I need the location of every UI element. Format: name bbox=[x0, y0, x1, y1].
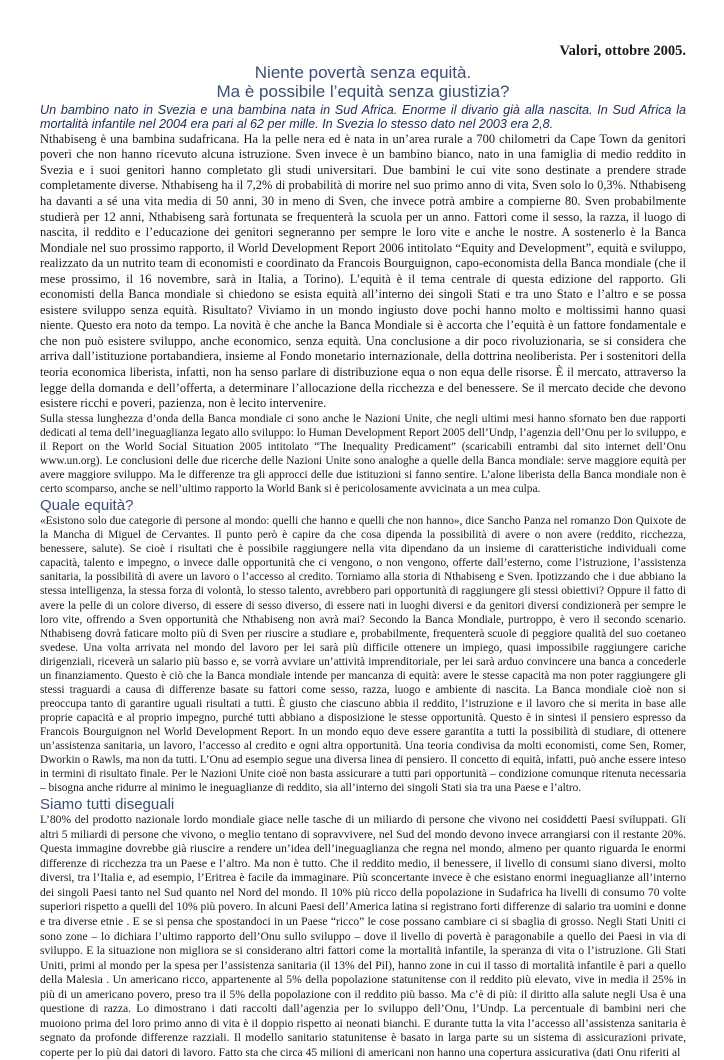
intro-paragraph: Nthabiseng è una bambina sudafricana. Ha la pelle nera ed è nata in un’area rurale a 700 chilometri da Cape Town da genitori poveri che non hanno ricevuto alcuna istruzione. Sven invece è un bambino bianco, nato in una famiglia di medio reddito in Svezia e i suoi genitori hanno completato gli studi universitari. Due bambini le cui vite sono destinate a prendere strade completamente diverse. Nthabiseng ha il 7,2% di probabilità di morire nel suo primo anno di vita, Sven solo lo 0,3%. Nthabiseng ha davanti a sé una vita media di 50 anni, 30 in meno di Sven, che invece potrà ambire a compierne 80. Sven probabilmente studierà per 12 anni, Nthabiseng sarà fortunata se frequenterà la scuola per un anno. Fattori come il sesso, la razza, il luogo di nascita, il reddito e l’educazione dei genitori segneranno per sempre le loro vite e anche le nostre. A sostenerlo è la Banca Mondiale nel suo prossimo rapporto, il World Development Report 2006 intitolato “Equity and Development”, equità e sviluppo, realizzato da un nutrito team di economisti e coordinato da Francois Bourguignon, capo-economista della Banca mondiale (che il mese prossimo, il 16 novembre, sarà in Italia, a Torino). L’equità è il tema centrale di questa edizione del rapporto. Gli economisti della Banca mondiale si chiedono se esista equità all’interno dei singoli Stati e tra uno Stato e l’altro e se possa esistere sviluppo senza equità. Risultato? Viviamo in un mondo ingiusto dove pochi hanno molto e moltissimi hanno quasi niente. Questo era noto da tempo. La novità è che anche la Banca Mondiale si è accorta che l’equità è un fattore fondamentale e che non può esistere sviluppo, anche economico, senza equità. Una conclusione a dir poco rivoluzionaria, se si considera che arriva dall’istituzione portabandiera, insieme al Fondo monetario internazionale, della dottrina neoliberista. Per i sostenitori della teoria economica liberista, infatti, non ha senso parlare di distribuzione equa o non equa delle risorse. È il mercato, attraverso la legge della domanda e dell’offerta, a determinare l’allocazione della ricchezza e del benessere. Se il mercato decide che devono esistere ricchi e poveri, pazienza, non è lecito intervenire. bbox=[40, 131, 686, 411]
article-lede: Un bambino nato in Svezia e una bambina nata in Sud Africa. Enorme il divario già alla nascita. In Sud Africa la mortalità infantile nel 2004 era pari al 62 per mille. In Svezia lo stesso dato nel 2003 era 2,8. bbox=[40, 103, 686, 132]
section-paragraph-quale-equita: «Esistono solo due categorie di persone al mondo: quelli che hanno e quelli che non hanno», dice Sancho Panza nel romanzo Don Quixote de la Mancha di Miguel de Cervantes. Il punto però è capire da che cosa dipenda la possibilità di avere o non avere (reddito, ricchezza, benessere, salute). Se cioè i risultati che è possibile raggiungere nella vita dipendano da un insieme di caratteristiche individuali come capacità, talento e impegno, o invece dalle opportunità che ci vengono, o non vengono, offerte dall’esterno, come l’istruzione, l’assistenza sanitaria, la possibilità di avere un lavoro o l’accesso al credito. Torniamo alla storia di Nthabiseng e Sven. Ipotizzando che i due abbiano la stessa intelligenza, la stessa forza di volontà, lo stesso talento, avrebbero pari opportunità di raggiungere gli stessi obiettivi? Oppure il fatto di avere la pelle di un colore diverso, di essere di sesso diverso, di essere nati in luoghi diversi e da genitori diversi condizionerà per sempre le loro vite, offrendo a Sven opportunità che Nthabiseng non avrà mai? Secondo la Banca Mondiale, purtroppo, è vero il secondo scenario. Nthabiseng dovrà faticare molto più di Sven per riuscire a studiare e, probabilmente, frequenterà scuole di peggiore qualità del suo coetaneo svedese. Una volta arrivata nel mondo del lavoro per lei sarà più difficile ottenere un impiego, quasi impossibile raggiungere cariche dirigenziali, riceverà un salario più basso e, se vorrà avviare un’attività imprenditoriale, per lei sarà arduo convincere una banca a concederle un finanziamento. Questo è ciò che la Banca mondiale intende per mancanza di equità: avere le stesse capacità ma non poter raggiungere gli stessi traguardi a causa di differenze basate su fattori come sesso, razza, luogo e ambiente di nascita. La Banca mondiale cioè non si preoccupa tanto di garantire uguali risultati a tutti. È giusto che ciascuno abbia il reddito, l’istruzione e il lavoro che si merita in base alle proprie capacità e al proprio impegno, purché tutti abbiano a disposizione le stesse opportunità. Questo è in sintesi il pensiero espresso da Francois Bourguignon nel World Development Report. In un mondo equo deve essere garantita a tutti la possibilità di studiare, di ottenere un’assistenza sanitaria, un lavoro, l’accesso al credito e ogni altra opportunità. Una teoria condivisa da molti economisti, come Sen, Romer, Dworkin o Rawls, ma non da tutti. L’Onu ad esempio segue una diversa linea di pensiero. Il concetto di equità, infatti, può anche essere inteso in termini di risultato finale. Per le Nazioni Unite cioè non basta assicurare a tutti pari opportunità – condizione comunque ritenuta necessaria – bisogna anche ridurre al minimo le ineguaglianze di reddito, sia all’interno dei singoli Stati sia tra una Paese e l’altro. bbox=[40, 515, 686, 795]
section-heading-quale-equita: Quale equità? bbox=[40, 497, 134, 515]
article-subtitle: Ma è possibile l’equità senza giustizia? bbox=[216, 82, 510, 101]
publication-source: Valori, ottobre 2005. bbox=[559, 43, 686, 59]
section-heading-siamo-tutti-diseguali: Siamo tutti diseguali bbox=[40, 796, 175, 814]
article-title: Niente povertà senza equità. bbox=[254, 63, 472, 82]
section-paragraph-siamo-tutti-diseguali: L’80% del prodotto nazionale lordo mondiale giace nelle tasche di un miliardo di persone che vivono nei cosiddetti Paesi sviluppati. Gli altri 5 miliardi di persone che vivono, o meglio tentano di sopravvivere, nel Sud del mondo devono invece arrangiarsi con il restante 20%. Questa immagine dovrebbe già riuscire a rendere un’idea dell’ineguaglianza che regna nel mondo, almeno per quanto riguarda le enormi differenze di ricchezza tra un Paese e l’altro. Ma non è tutto. Che il reddito medio, il benessere, il livello di consumi siano diversi, molto diversi, tra l’Italia e, ad esempio, l’Eritrea è facile da immaginare. Più sconcertante invece è che esistano enormi ineguaglianze all’interno dei singoli Paesi tanto nel Sud quanto nel Nord del mondo. Il 10% più ricco della popolazione in Sudafrica ha livelli di consumo 70 volte superiori rispetto a quelli del 10% più povero. In alcuni Paesi dell’America latina si registrano forti differenze di salario tra uomini e donne e tra diverse etnie . E se si pensa che spostandoci in un Paese “ricco” le cose possano cambiare ci si sbaglia di grosso. Negli Stati Uniti ci sono zone – lo dichiara l’ultimo rapporto dell’Onu sullo sviluppo – dove il livello di povertà è paragonabile a quello dei Paesi in via di sviluppo. E la situazione non migliora se si considerano altri fattori come la mortalità infantile, la speranza di vita o l’istruzione. Gli Stati Uniti, primi al mondo per la spesa per l’assistenza sanitaria (il 13% del Pil), hanno zone in cui il tasso di mortalità infantile è pari a quello della Malesia . Un americano ricco, appartenente al 5% della popolazione statunitense con il reddito più elevato, vive in media il 25% in più di un americano povero, preso tra il 5% della popolazione con il reddito più basso. Ma c’è di più: il diritto alla salute negli Usa è una questione di razza. Lo dimostrano i dati raccolti dall’agenzia per lo sviluppo dell’Onu, l’Undp. La percentuale di bambini neri che muoiono prima del loro primo anno di vita è il doppio rispetto ai neonati bianchi. E durante tutta la vita l’accesso all’assistenza sanitaria è segnato da profonde differenze razziali. Il modello sanitario statunitense è basato in larga parte su un sistema di assicurazioni private, coperte per lo più dai datori di lavoro. Fatto sta che circa 45 milioni di americani non hanno una copertura assicurativa (dati Onu riferiti al bbox=[40, 813, 686, 1059]
intro-paragraph-continued: Sulla stessa lunghezza d’onda della Banca mondiale ci sono anche le Nazioni Unite, che negli ultimi mesi hanno sfornato ben due rapporti dedicati al tema dell’ineguaglianza legato allo sviluppo: lo Human Development Report 2005 dell’Undp, l’agenzia dell’Onu per lo sviluppo, e il Report on the World Social Situation 2005 intitolato “The Inequality Predicament” (scaricabili entrambi dal sito internet dell’Onu www.un.org). Le conclusioni delle due ricerche delle Nazioni Unite sono analoghe a quelle della Banca mondiale: serve maggiore equità per avere maggiore sviluppo. Ma le differenze tra gli approcci delle due istituzioni si fanno sentire. L’alone liberista della Banca mondiale non è certo scomparso, anche se nell’ultimo rapporto la World Bank si è pericolosamente avvicinata a un mea culpa. bbox=[40, 412, 686, 496]
article-page bbox=[40, 42, 686, 1060]
